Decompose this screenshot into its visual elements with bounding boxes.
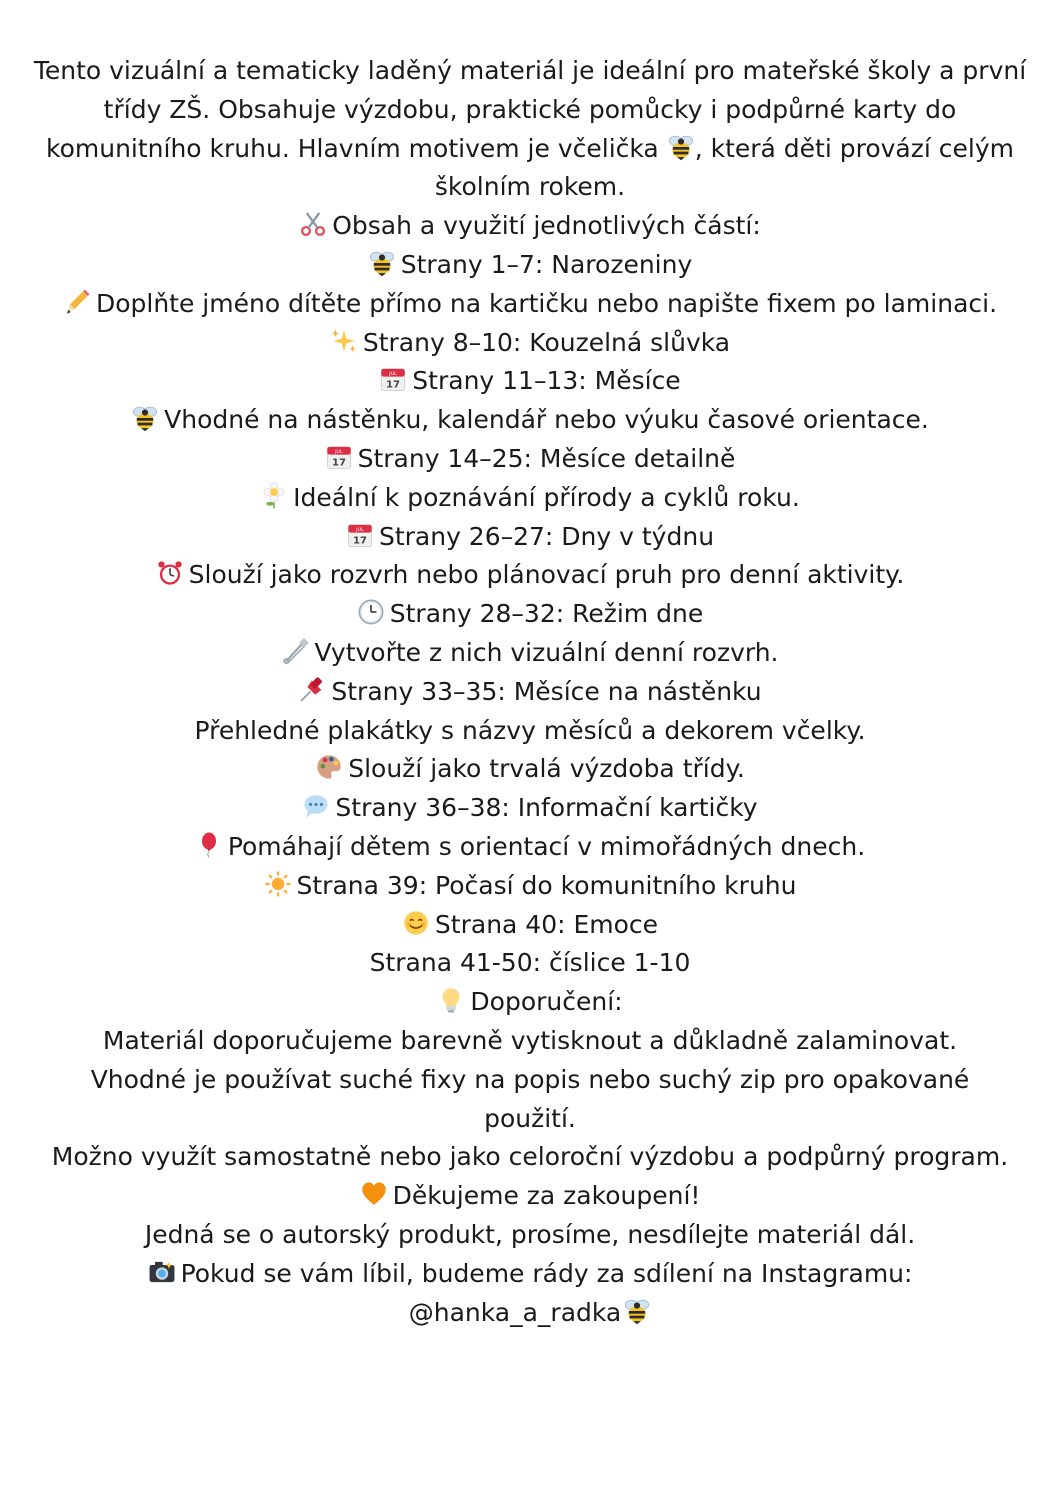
section-11-title — [16, 944, 1044, 983]
palette-icon — [315, 753, 343, 781]
light-bulb-icon — [437, 986, 465, 1014]
section-3-title-text: Strany 11–13: Měsíce — [412, 366, 681, 396]
section-5-title — [16, 518, 1044, 557]
section-6-title — [16, 595, 1044, 634]
section-4-note — [16, 479, 1044, 518]
section-8-note-text: Pomáhají dětem s orientací v mimořádných dnech. — [227, 831, 866, 861]
intro-text-1: Tento vizuální a tematicky laděný materiál je ideální pro mateřské školy a první — [33, 56, 1027, 85]
copyright-line — [16, 1216, 1044, 1255]
section-3-note — [16, 401, 1044, 440]
intro-text-3a: komunitního kruhu. Hlavním motivem je včelička — [46, 133, 659, 163]
section-6-title-text: Strany 28–32: Režim dne — [389, 599, 704, 629]
section-10-title — [16, 906, 1044, 945]
copyright-text: Jedná se o autorský produkt, prosíme, nesdílejte materiál dál. — [144, 1219, 916, 1249]
sparkles-icon — [330, 327, 358, 355]
intro-text-4: školním rokem. — [434, 172, 626, 202]
sun-icon — [264, 870, 292, 898]
contents-heading-text: Obsah a využití jednotlivých částí: — [332, 211, 761, 241]
alarm-clock-icon — [156, 559, 184, 587]
section-7-note-2 — [16, 750, 1044, 789]
recommendation-heading-text: Doporučení: — [470, 987, 623, 1017]
recommendation-line-3 — [16, 1100, 1044, 1139]
handle-line — [16, 1294, 1044, 1333]
section-9-title-text: Strana 39: Počasí do komunitního kruhu — [296, 870, 797, 900]
section-7-note-2-text: Slouží jako trvalá výzdoba třídy. — [348, 754, 745, 784]
instagram-note-text: Pokud se vám líbil, budeme rády za sdílení na Instagramu: — [180, 1258, 913, 1288]
scissors-icon — [299, 210, 327, 238]
section-4-note-text: Ideální k poznávání přírody a cyklů roku. — [293, 482, 800, 512]
recommendation-text-2: Vhodné je používat suché fixy na popis nebo suchý zip pro opakované — [90, 1064, 970, 1094]
camera-icon — [148, 1258, 176, 1286]
recommendation-heading — [16, 983, 1044, 1022]
section-8-title-text: Strany 36–38: Informační kartičky — [335, 793, 758, 823]
calendar-icon — [379, 365, 407, 393]
section-9-title — [16, 867, 1044, 906]
smiling-face-icon — [402, 909, 430, 937]
calendar-icon — [325, 443, 353, 471]
instagram-handle: @hanka_a_radka — [408, 1297, 622, 1327]
orange-heart-icon — [360, 1180, 388, 1208]
section-2-title — [16, 324, 1044, 363]
section-4-title — [16, 440, 1044, 479]
section-3-note-text: Vhodné na nástěnku, kalendář nebo výuku časové orientace. — [164, 405, 929, 435]
section-6-note-text: Vytvořte z nich vizuální denní rozvrh. — [314, 637, 779, 667]
intro-text-3b: , která děti provází celým — [694, 133, 1014, 163]
section-4-title-text: Strany 14–25: Měsíce detailně — [357, 443, 736, 473]
section-8-note — [16, 828, 1044, 867]
bee-icon — [623, 1297, 651, 1325]
section-7-note-1-text: Přehledné plakátky s názvy měsíců a dekorem včelky. — [194, 715, 866, 745]
thanks-text: Děkujeme za zakoupení! — [392, 1181, 701, 1211]
intro-line-1 — [16, 52, 1044, 91]
section-7-title-text: Strany 33–35: Měsíce na nástěnku — [331, 676, 762, 706]
thanks-line — [16, 1177, 1044, 1216]
section-2-title-text: Strany 8–10: Kouzelná slůvka — [362, 327, 731, 357]
section-1-title — [16, 246, 1044, 285]
section-6-note — [16, 634, 1044, 673]
recommendation-text-4: Možno využít samostatně nebo jako celoroční výzdobu a podpůrný program. — [51, 1142, 1009, 1172]
section-7-note-1 — [16, 712, 1044, 751]
recommendation-line-1 — [16, 1022, 1044, 1061]
recommendation-text-3: použití. — [484, 1103, 576, 1133]
flower-icon — [260, 482, 288, 510]
bee-icon — [368, 249, 396, 277]
bee-icon — [667, 133, 695, 161]
section-1-note-text: Doplňte jméno dítěte přímo na kartičku nebo napište fixem po laminaci. — [95, 288, 998, 318]
intro-line-2 — [16, 91, 1044, 130]
section-11-title-text: Strana 41-50: číslice 1-10 — [369, 948, 691, 978]
document-body — [16, 52, 1044, 1332]
intro-text-2: třídy ZŠ. Obsahuje výzdobu, praktické pomůcky i podpůrné karty do — [103, 94, 957, 124]
recommendation-line-2 — [16, 1061, 1044, 1100]
section-5-note-text: Slouží jako rozvrh nebo plánovací pruh pro denní aktivity. — [188, 560, 905, 590]
section-5-title-text: Strany 26–27: Dny v týdnu — [378, 521, 715, 551]
section-3-title — [16, 362, 1044, 401]
balloon-icon — [195, 831, 223, 859]
pencil-icon — [63, 288, 91, 316]
recommendation-line-4 — [16, 1138, 1044, 1177]
speech-bubble-icon — [302, 792, 330, 820]
intro-line-4 — [16, 168, 1044, 207]
safety-pin-icon — [281, 637, 309, 665]
section-8-title — [16, 789, 1044, 828]
bee-icon — [131, 404, 159, 432]
section-10-title-text: Strana 40: Emoce — [434, 909, 659, 939]
recommendation-text-1: Materiál doporučujeme barevně vytisknout a důkladně zalaminovat. — [102, 1025, 958, 1055]
instagram-line — [16, 1255, 1044, 1294]
contents-heading — [16, 207, 1044, 246]
section-1-title-text: Strany 1–7: Narozeniny — [400, 249, 693, 279]
pushpin-icon — [298, 676, 326, 704]
section-1-note — [16, 285, 1044, 324]
intro-line-3 — [16, 130, 1044, 169]
section-7-title — [16, 673, 1044, 712]
clock-icon — [357, 598, 385, 626]
section-5-note — [16, 556, 1044, 595]
calendar-icon — [346, 521, 374, 549]
